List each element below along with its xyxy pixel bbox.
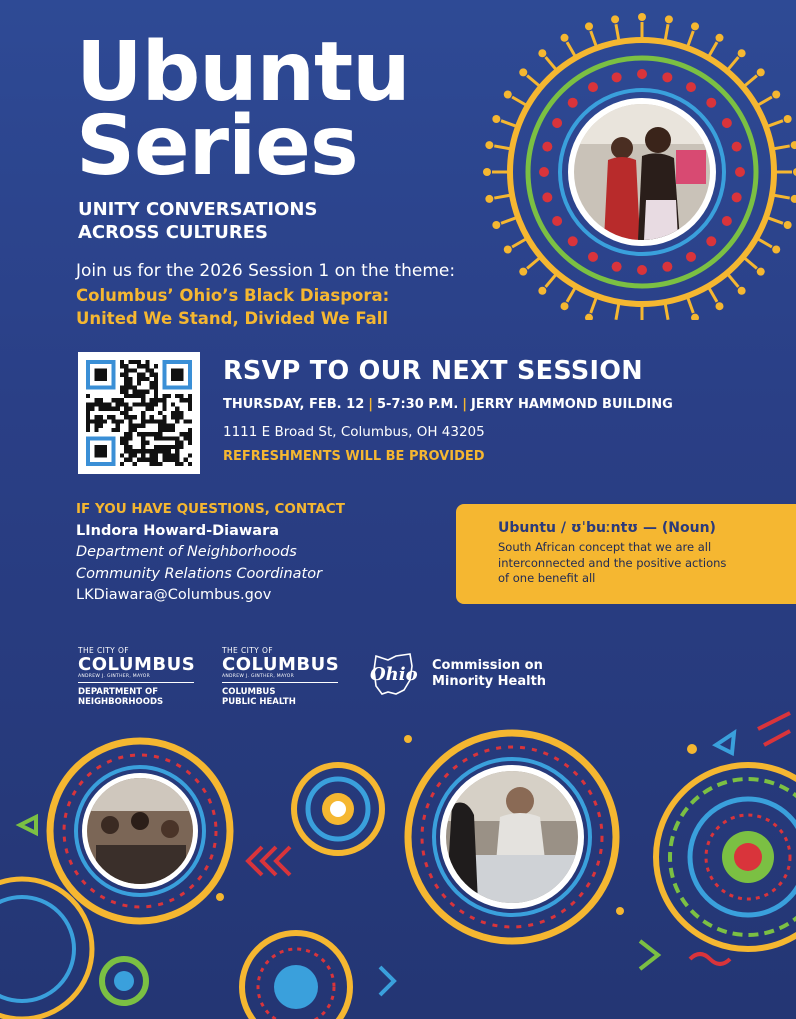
rsvp-venue: JERRY HAMMOND BUILDING (471, 397, 673, 412)
session-theme (76, 284, 389, 330)
logo-dept-line-1: COLUMBUS (222, 687, 276, 697)
logo-city-name: COLUMBUS (222, 654, 340, 675)
rsvp-refreshments: REFRESHMENTS WILL BE PROVIDED (223, 449, 485, 464)
logo-small-text: THE CITY OF (222, 646, 273, 655)
separator: | (368, 397, 373, 412)
cmh-line-2: Minority Health (432, 674, 547, 689)
logo-small-text: THE CITY OF (78, 646, 129, 655)
intro-text: Join us for the 2026 Session 1 on the theme: (76, 261, 456, 281)
rsvp-details (223, 397, 673, 412)
logo-dept-line-2: PUBLIC HEALTH (222, 697, 296, 707)
cmh-line-1: Commission on (432, 658, 543, 673)
subtitle-line-1: UNITY CONVERSATIONS (78, 199, 318, 220)
theme-line-1: Columbus’ Ohio’s Black Diaspora: (76, 286, 390, 305)
rsvp-address: 1111 E Broad St, Columbus, OH 43205 (223, 424, 485, 440)
cmh-text (432, 658, 546, 690)
ohio-script: Ohio (370, 664, 418, 685)
contact-heading: IF YOU HAVE QUESTIONS, CONTACT (76, 501, 345, 517)
logo-divider (222, 682, 338, 683)
contact-department: Department of Neighborhoods (76, 544, 297, 560)
theme-line-2: United We Stand, Divided We Fall (76, 309, 389, 328)
photo-icon (574, 104, 710, 240)
title-line-2: Series (76, 99, 358, 194)
contact-role: Community Relations Coordinator (76, 565, 323, 582)
qr-code-icon (86, 360, 192, 466)
page-title (76, 25, 410, 194)
contact-block (76, 499, 345, 607)
logo-dept-line-2: NEIGHBORHOODS (78, 697, 164, 707)
rsvp-heading: RSVP TO OUR NEXT SESSION (223, 356, 643, 386)
contact-email[interactable]: LKDiawara@Columbus.gov (76, 587, 272, 603)
ohio-minority-health-logo (366, 650, 546, 698)
subtitle-line-2: ACROSS CULTURES (78, 222, 269, 243)
separator: | (462, 397, 468, 412)
ubuntu-definition-card (456, 504, 796, 604)
logo-city-name: COLUMBUS (78, 654, 196, 675)
definition-body: South African concept that we are all interconnected and the positive actions of one benefit all (498, 540, 727, 585)
title-line-1: Ubuntu (76, 25, 410, 120)
columbus-neighborhoods-logo (78, 646, 195, 707)
ubuntu-pattern-decoration (480, 0, 796, 320)
rsvp-date: THURSDAY, FEB. 12 (223, 397, 365, 412)
qr-code[interactable] (78, 352, 200, 474)
definition-term: Ubuntu / ʊˈbuːntʊ — (Noun) (498, 520, 716, 536)
logo-mayor: ANDREW J. GINTHER, MAYOR (222, 674, 295, 679)
subtitle (78, 198, 317, 244)
ohio-state-icon (366, 650, 424, 698)
rsvp-time: 5-7:30 P.M. (377, 397, 459, 412)
photo-icon (446, 771, 578, 903)
columbus-public-health-logo (222, 646, 339, 707)
ubuntu-pattern-decoration (0, 705, 796, 1019)
contact-name: LIndora Howard-Diawara (76, 522, 280, 539)
logo-mayor: ANDREW J. GINTHER, MAYOR (78, 674, 151, 679)
logo-divider (78, 682, 194, 683)
logo-dept-line-1: DEPARTMENT OF (78, 687, 159, 697)
